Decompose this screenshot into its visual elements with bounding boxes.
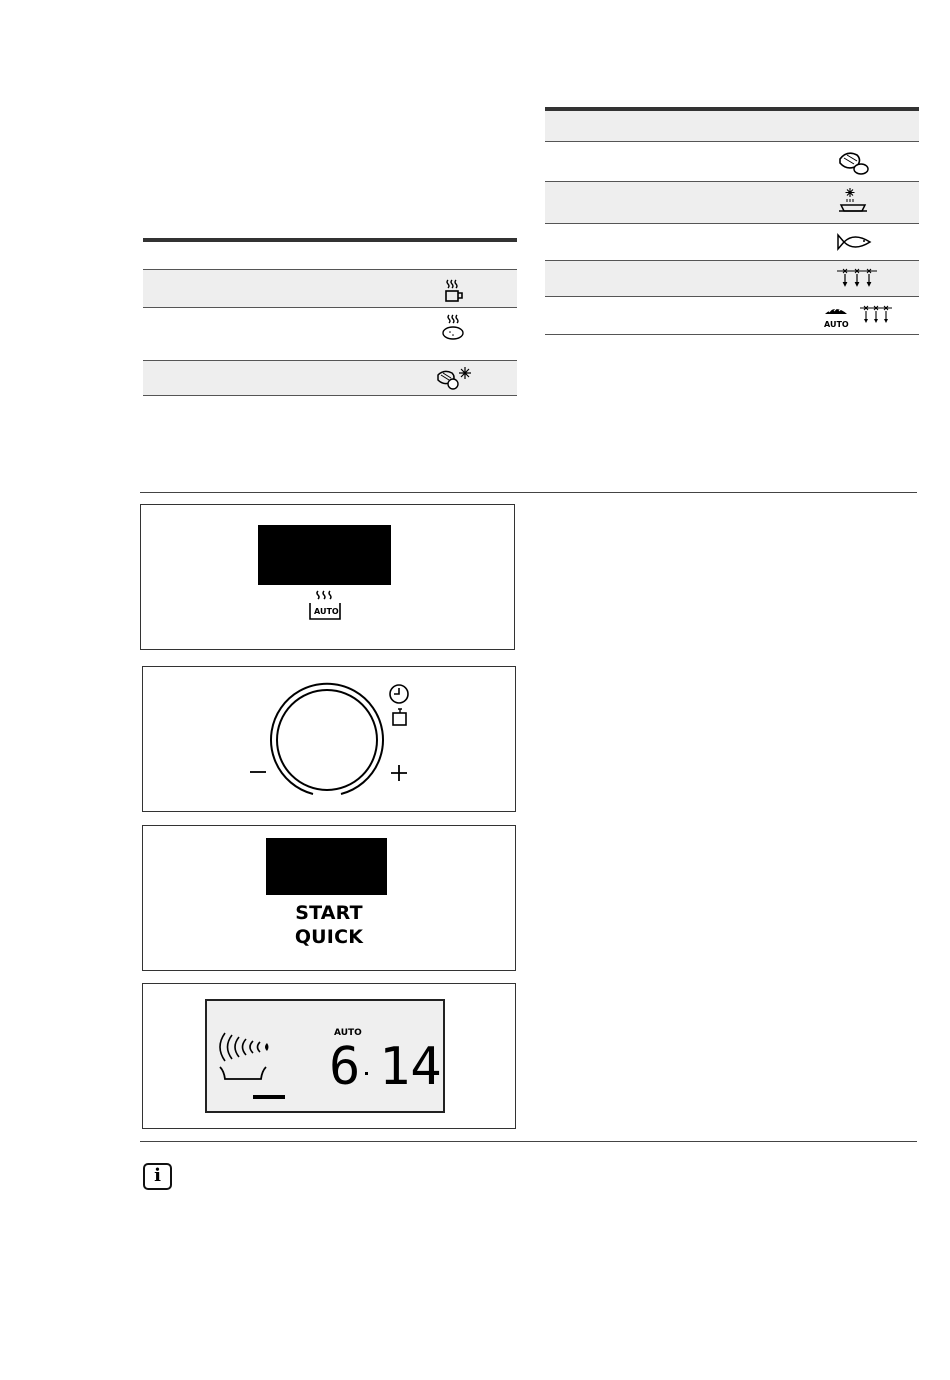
right-table-row [545,261,919,297]
dish-defrost-icon [838,187,872,217]
right-table-header-row [545,111,919,142]
start-quick-panel [142,825,516,971]
lcd-display-panel [142,983,516,1129]
lcd-display-frame [205,999,445,1113]
lcd-colon-dot [365,1072,368,1075]
lcd-digit-hours: 6 [329,1037,361,1097]
display-panel-auto-steam [140,504,515,650]
cursor-bar [253,1095,285,1099]
section-rule-bottom [140,1141,917,1142]
control-knob[interactable] [269,681,385,801]
left-table [143,238,517,396]
control-knob-panel [142,666,516,812]
lcd-auto-label: AUTO [334,1028,362,1038]
right-table-row [545,182,919,224]
section-rule-top [140,492,917,493]
meat-defrost-icon [435,365,475,391]
auto-steam-icon [307,589,343,623]
meat-potato-icon [837,147,873,177]
right-table [545,107,919,335]
start-display-screen [266,838,387,895]
fish-icon [836,232,876,252]
defrost-arrows-icon [834,268,880,290]
timer-icon [391,708,409,728]
steam-cup-icon [443,278,469,304]
auto-steam-label: AUTO [314,607,339,616]
display-screen [258,525,391,585]
left-table-row [143,270,517,308]
lcd-digit-minutes: 14 [379,1037,442,1097]
left-table-row [143,361,517,396]
start-label[interactable]: START [295,902,363,924]
quick-label[interactable]: QUICK [294,926,364,948]
steam-plate-icon [442,313,468,341]
right-table-row [545,224,919,261]
clock-icon [388,683,410,705]
right-table-row [545,142,919,182]
left-table-row [143,308,517,361]
bread-auto-label: AUTO [824,320,849,329]
minus-icon[interactable] [249,765,267,779]
right-table-row [545,297,919,335]
info-icon: i [143,1163,172,1190]
plus-icon[interactable] [390,764,408,782]
left-table-header-row [143,242,517,270]
microwave-waves-icon [215,1029,275,1087]
